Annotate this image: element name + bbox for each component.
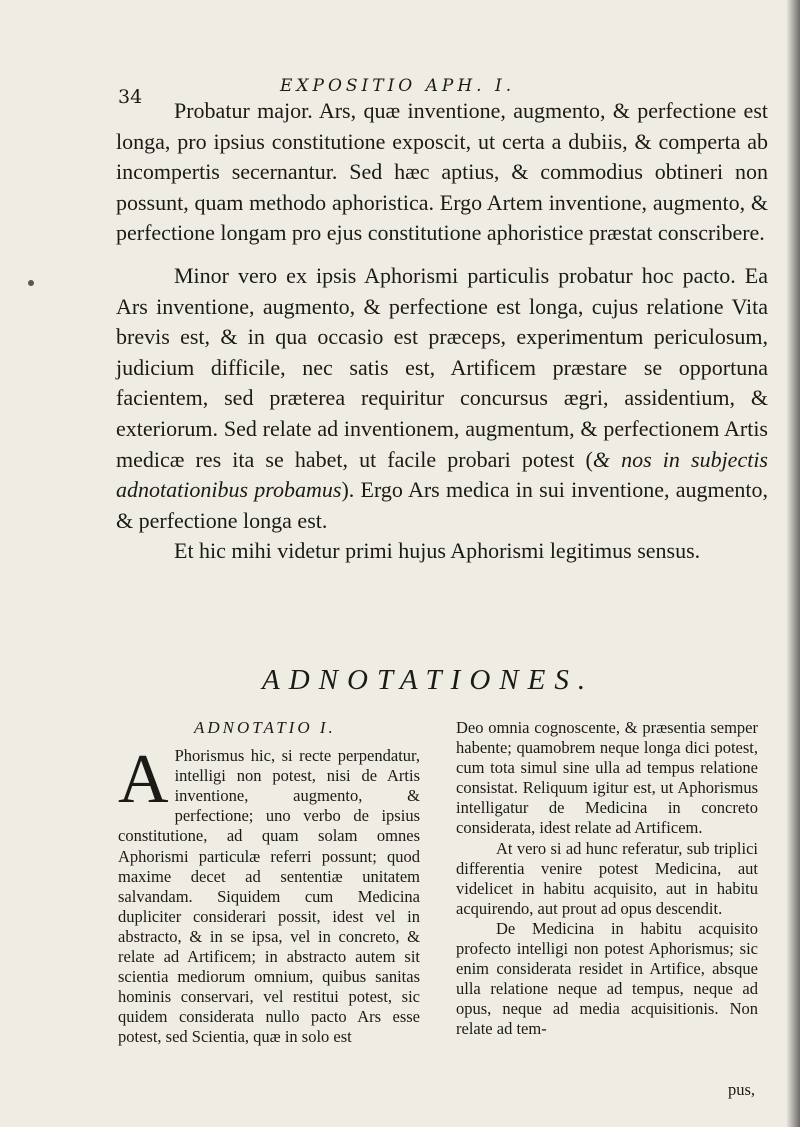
paragraph-1: Probatur major. Ars, quæ inventione, augmento, & perfectione est longa, pro ipsius constitutione exposcit, ut certa a dubiis, & comperta ab incompertis secernantur. Sed hæc aptius, & commodius obtineri non possunt, quam methodo aphoristica. Ergo Artem inventione, augmento, & perfectione longam pro ejus constitutione aphoristice præstat conscribere. (116, 98, 768, 246)
paragraph-2-italic: & nos in subjectis adnotationibus probamus (116, 446, 768, 503)
running-head: EXPOSITIO APH. I. (280, 76, 516, 96)
section-title: ADNOTATIONES. (262, 664, 595, 696)
drop-cap: A (118, 741, 169, 819)
right-paragraph-2: At vero si ad hunc referatur, sub triplici differentia venire potest Medicina, aut videlicet in habitu acquisito, aut in habitu acquirendo, aut prout ad opus descendit. (456, 838, 758, 918)
paragraph-3: Et hic mihi videtur primi hujus Aphorismi legitimus sensus. (174, 538, 701, 564)
page-number: 34 (118, 86, 143, 108)
paragraph-2-tail: ). Ergo Ars medica in sui inventione, augmento, & perfectione longa est. (116, 477, 768, 533)
paragraph-2 (116, 261, 768, 536)
catchword: pus, (728, 1080, 756, 1099)
right-column (456, 718, 758, 1040)
annotation-text (118, 741, 420, 1047)
annotation-left-text: Phorismus hic, si recte perpendatur, intelligi non potest, nisi de Artis inventione, augmento, & perfectione; uno verbo de ipsius constitutione, ad quam solam omnes Aphorismi particulæ referri possunt; quod maxime decet ad sententiæ unitatem salvandam. Siquidem cum Medicina dupliciter considerari possit, idest vel in abstracto, & in se ipsa, vel in concreto, & relate ad Artificem; in abstracto autem sit scientia mediorum omnium, quibus sanitas hominis conservari, vel restitui potest, sic quidem considerata nullo pacto Ars esse potest, sed Scientia, quæ in solo est (118, 746, 420, 1047)
right-paragraph-3: De Medicina in habitu acquisito profecto intelligi non potest Aphorismus; sic enim considerata residet in Artifice, absque ulla relatione neque ad tempus, neque ad opus, neque ad media acquisitionis. Non relate ad tem- (456, 918, 758, 1039)
paragraph-2-text: Minor vero ex ipsis Aphorismi particulis probatur hoc pacto. Ea Ars inventione, augmento, & perfectione est longa, cujus relatione Vita brevis est, & in qua occasio est præceps, experimentum periculosum, judicium difficile, nec satis est, Artificem præstare se opportuna facientem, sed præterea requiritur concursus ægri, assidentium, & exteriorum. Sed relate ad inventionem, augmentum, & perfectionem Artis medicæ res ita se habet, ut facile probari potest ( (116, 262, 768, 472)
annotation-title: ADNOTATIO I. (194, 718, 336, 737)
page-edge-shadow (786, 0, 800, 1127)
ink-spot (28, 280, 34, 286)
left-column (118, 718, 420, 1048)
main-text (116, 96, 768, 567)
right-paragraph-1: Deo omnia cognoscente, & præsentia semper habente; quamobrem neque longa dici potest, cum tota simul sine ulla ad tempus relatione consistat. Reliquum igitur est, ut Aphorismus intelligatur de Medicina in concreto considerata, idest relate ad Artificem. (456, 718, 758, 838)
